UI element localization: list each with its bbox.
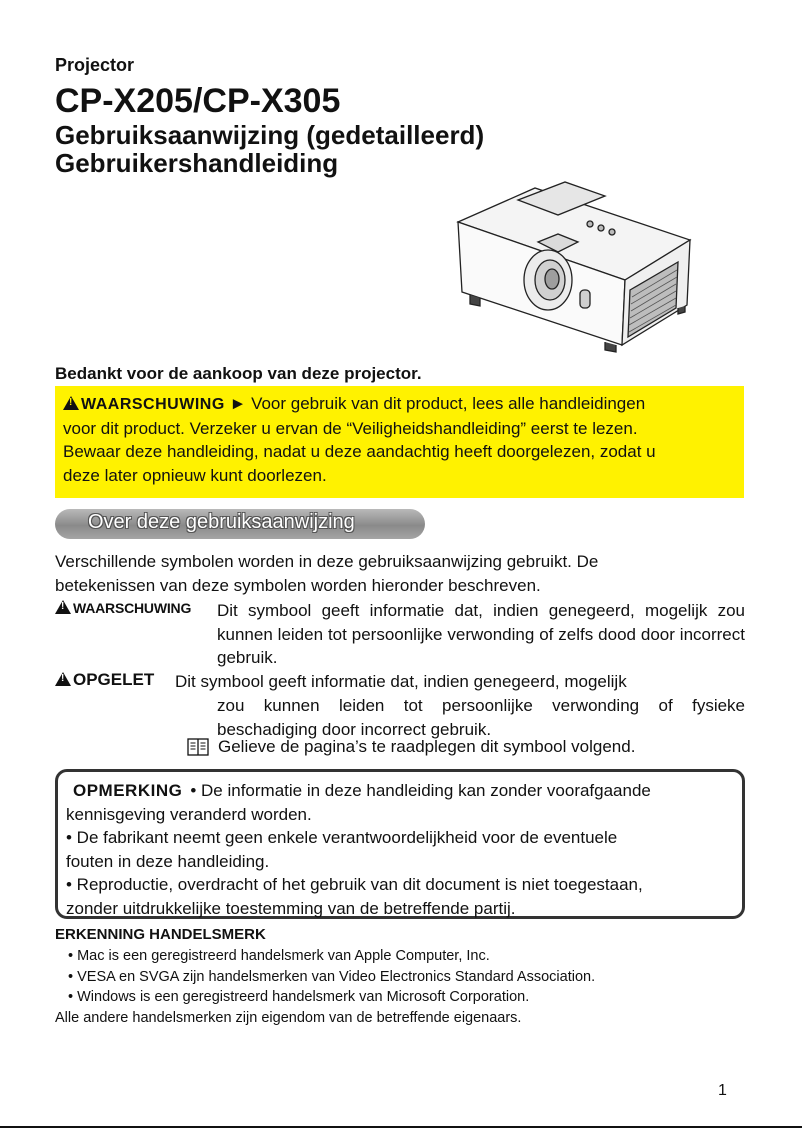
model-title: CP-X205/CP-X305 xyxy=(55,82,341,120)
symbol-caution-label-text: OPGELET xyxy=(73,670,155,689)
warning-title: WAARSCHUWING xyxy=(81,396,225,413)
subtitle-user-guide: Gebruikershandleiding xyxy=(55,148,339,178)
symbol-warning-label xyxy=(55,600,191,616)
section-title-pill xyxy=(55,509,425,539)
trademark-item: • Mac is een geregistreerd handelsmerk van Apple Computer, Inc. xyxy=(68,948,490,964)
trademark-title: ERKENNING HANDELSMERK xyxy=(55,926,266,943)
thank-you-line: Bedankt voor de aankoop van deze projector. xyxy=(55,364,422,383)
symbol-caution-description-1: Dit symbool geeft informatie dat, indien genegeerd, mogelijk xyxy=(175,672,627,691)
section-title: Over deze gebruiksaanwijzing xyxy=(88,511,355,533)
note-text-4: fouten in deze handleiding. xyxy=(66,851,270,871)
warning-text-2: voor dit product. Verzeker u ervan de “Veiligheidshandleiding” eerst te lezen. xyxy=(63,418,638,438)
doc-category: Projector xyxy=(55,55,135,75)
intro-line-1: Verschillende symbolen worden in deze gebruiksaanwijzing gebruikt. De xyxy=(55,552,599,571)
note-box xyxy=(55,769,745,919)
warning-triangle-icon xyxy=(55,600,71,614)
trademark-item: • VESA en SVGA zijn handelsmerken van Video Electronics Standard Association. xyxy=(68,969,596,985)
subtitle-detailed: Gebruiksaanwijzing (gedetailleerd) xyxy=(55,120,485,150)
warning-arrow-icon: ► xyxy=(229,394,247,413)
intro-line-2: betekenissen van deze symbolen worden hieronder beschreven. xyxy=(55,575,541,595)
trademark-item: • Windows is een geregistreerd handelsmerk van Microsoft Corporation. xyxy=(68,989,530,1005)
symbol-warning-label-text: WAARSCHUWING xyxy=(73,600,192,616)
note-text-1: • De informatie in deze handleiding kan zonder voorafgaande xyxy=(190,781,651,800)
warning-text-1: Voor gebruik van dit product, lees alle handleidingen xyxy=(251,394,646,413)
warning-triangle-icon xyxy=(63,396,79,410)
book-reference-icon xyxy=(187,738,209,756)
warning-line-1 xyxy=(63,392,736,417)
warning-text-3: Bewaar deze handleiding, nadat u deze aandachtig heeft doorgelezen, zodat u xyxy=(63,442,656,461)
note-text-2: kennisgeving veranderd worden. xyxy=(66,804,312,824)
page-number: 1 xyxy=(718,1082,727,1099)
trademark-other: Alle andere handelsmerken zijn eigendom van de betreffende eigenaars. xyxy=(55,1010,522,1026)
caution-triangle-icon xyxy=(55,672,71,686)
note-text-3: • De fabrikant neemt geen enkele verantwoordelijkheid voor de eventuele xyxy=(66,828,618,847)
symbol-caution-description-2: zou kunnen leiden tot persoonlijke verwonding of fysieke beschadiging door incorrect gebruik. xyxy=(217,696,745,739)
warning-text-4: deze later opnieuw kunt doorlezen. xyxy=(63,465,327,485)
footer-rule xyxy=(0,1126,802,1128)
symbol-caution-label xyxy=(55,670,154,690)
note-title: OPMERKING xyxy=(73,781,183,800)
warning-box xyxy=(55,386,744,498)
note-text-6: zonder uitdrukkelijke toestemming van de betreffende partij. xyxy=(66,898,516,918)
projector-illustration xyxy=(440,180,700,360)
note-text-5: • Reproductie, overdracht of het gebruik van dit document is niet toegestaan, xyxy=(66,875,643,894)
note-line-1 xyxy=(66,779,734,803)
symbol-warning-description: Dit symbool geeft informatie dat, indien genegeerd, mogelijk zou kunnen leiden tot persoonlijke verwonding of zelfs dood door incorrect gebruik. xyxy=(217,601,745,667)
intro-paragraph xyxy=(55,550,745,597)
book-reference-text: Gelieve de pagina’s te raadplegen dit symbool volgend. xyxy=(218,737,636,756)
